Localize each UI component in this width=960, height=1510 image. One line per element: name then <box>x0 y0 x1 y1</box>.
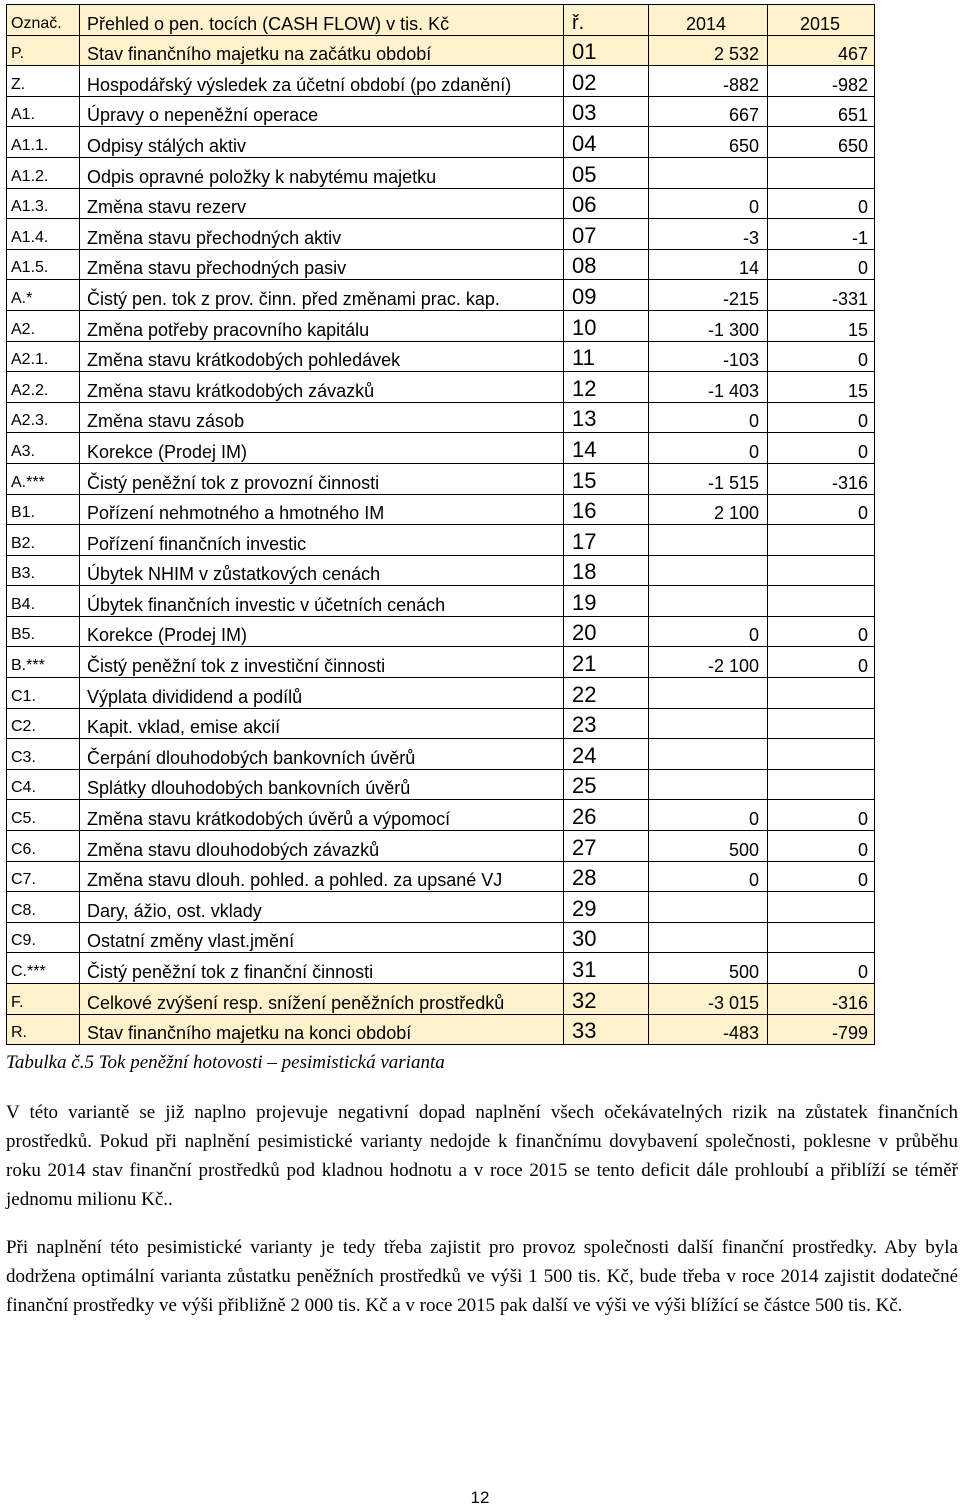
cell-oznac: A2.2. <box>7 372 80 403</box>
cell-nazev: Čistý peněžní tok z finanční činnosti <box>80 953 564 984</box>
table-row <box>7 249 875 280</box>
cell-value-2014: 500 <box>649 953 768 984</box>
table-row <box>7 66 875 97</box>
cell-value-2015 <box>768 922 875 953</box>
paragraph-2: Při naplnění této pesimistické varianty je tedy třeba zajistit pro provoz společnosti další finanční prostředky. Aby byla dodržena optimální varianta zůstatku peněžních prostředků ve výši 1 500 tis. Kč, bude třeba v roce 2014 zajistit dodatečné finanční prostředky ve výši přibližně 2 000 tis. Kč a v roce 2015 pak další ve výši ve výši blížící se částce 500 tis. Kč. <box>6 1237 958 1316</box>
cell-value-2014: 0 <box>649 861 768 892</box>
header-radek: ř. <box>564 5 649 36</box>
cell-radek: 18 <box>564 555 649 586</box>
cell-oznac: A1.3. <box>7 188 80 219</box>
table-row <box>7 188 875 219</box>
cell-value-2014: -103 <box>649 341 768 372</box>
cell-value-2015: 0 <box>768 494 875 525</box>
table-row <box>7 678 875 709</box>
cell-value-2014: 2 100 <box>649 494 768 525</box>
page-number: 12 <box>470 1488 490 1507</box>
cell-radek: 14 <box>564 433 649 464</box>
cell-value-2014 <box>649 922 768 953</box>
cell-oznac: B4. <box>7 586 80 617</box>
cell-oznac: C3. <box>7 739 80 770</box>
cell-value-2015: 15 <box>768 372 875 403</box>
table-row <box>7 494 875 525</box>
cell-value-2015: -1 <box>768 219 875 250</box>
cell-value-2014 <box>649 586 768 617</box>
cell-value-2015: -316 <box>768 463 875 494</box>
cell-oznac: Z. <box>7 66 80 97</box>
table-row <box>7 433 875 464</box>
cell-radek: 15 <box>564 463 649 494</box>
cell-nazev: Korekce (Prodej IM) <box>80 616 564 647</box>
cell-value-2015: 0 <box>768 249 875 280</box>
table-header-row <box>7 5 875 36</box>
cell-oznac: C9. <box>7 922 80 953</box>
cell-radek: 17 <box>564 525 649 556</box>
cell-value-2015 <box>768 525 875 556</box>
cell-nazev: Čistý peněžní tok z investiční činnosti <box>80 647 564 678</box>
cell-radek: 26 <box>564 800 649 831</box>
cell-oznac: A.*** <box>7 463 80 494</box>
cell-radek: 02 <box>564 66 649 97</box>
cell-radek: 03 <box>564 96 649 127</box>
cell-nazev: Úbytek finančních investic v účetních cenách <box>80 586 564 617</box>
cell-nazev: Splátky dlouhodobých bankovních úvěrů <box>80 769 564 800</box>
cash-flow-table-body <box>7 5 875 1045</box>
cell-radek: 01 <box>564 35 649 66</box>
cell-value-2015: -799 <box>768 1014 875 1045</box>
cell-value-2014 <box>649 157 768 188</box>
cell-value-2015 <box>768 708 875 739</box>
cell-radek: 20 <box>564 616 649 647</box>
cell-radek: 06 <box>564 188 649 219</box>
cell-nazev: Pořízení finančních investic <box>80 525 564 556</box>
cell-radek: 07 <box>564 219 649 250</box>
cell-nazev: Změna stavu přechodných aktiv <box>80 219 564 250</box>
cell-nazev: Změna stavu rezerv <box>80 188 564 219</box>
cell-radek: 19 <box>564 586 649 617</box>
cell-value-2014: -483 <box>649 1014 768 1045</box>
table-row <box>7 647 875 678</box>
cell-nazev: Hospodářský výsledek za účetní období (po zdanění) <box>80 66 564 97</box>
cell-radek: 30 <box>564 922 649 953</box>
cell-nazev: Změna stavu dlouhodobých závazků <box>80 831 564 862</box>
cell-value-2015: -331 <box>768 280 875 311</box>
cell-oznac: C8. <box>7 892 80 923</box>
table-row <box>7 463 875 494</box>
cell-oznac: A1. <box>7 96 80 127</box>
cell-nazev: Odpis opravné položky k nabytému majetku <box>80 157 564 188</box>
table-row <box>7 616 875 647</box>
cell-nazev: Změna stavu krátkodobých úvěrů a výpomocí <box>80 800 564 831</box>
cell-value-2014: 0 <box>649 188 768 219</box>
cell-oznac: C5. <box>7 800 80 831</box>
table-row <box>7 35 875 66</box>
table-row <box>7 586 875 617</box>
cell-oznac: P. <box>7 35 80 66</box>
cell-value-2015 <box>768 892 875 923</box>
cell-value-2014: -1 403 <box>649 372 768 403</box>
table-row <box>7 1014 875 1045</box>
table-row <box>7 708 875 739</box>
cell-oznac: A1.4. <box>7 219 80 250</box>
cell-oznac: A1.1. <box>7 127 80 158</box>
cell-nazev: Úpravy o nepeněžní operace <box>80 96 564 127</box>
table-row <box>7 372 875 403</box>
cell-nazev: Korekce (Prodej IM) <box>80 433 564 464</box>
cell-value-2014: 2 532 <box>649 35 768 66</box>
cell-value-2015: 0 <box>768 647 875 678</box>
table-row <box>7 96 875 127</box>
header-year-2015: 2015 <box>768 5 875 36</box>
cell-nazev: Úbytek NHIM v zůstatkových cenách <box>80 555 564 586</box>
cell-value-2014 <box>649 892 768 923</box>
table-row <box>7 525 875 556</box>
cell-radek: 22 <box>564 678 649 709</box>
table-row <box>7 739 875 770</box>
cell-nazev: Změna stavu krátkodobých závazků <box>80 372 564 403</box>
table-row <box>7 402 875 433</box>
cell-oznac: A2.3. <box>7 402 80 433</box>
cell-value-2014: 667 <box>649 96 768 127</box>
table-row <box>7 892 875 923</box>
cell-radek: 32 <box>564 984 649 1015</box>
cell-value-2015 <box>768 586 875 617</box>
cell-radek: 21 <box>564 647 649 678</box>
cell-radek: 13 <box>564 402 649 433</box>
table-row <box>7 831 875 862</box>
cell-value-2014 <box>649 708 768 739</box>
cell-value-2014 <box>649 769 768 800</box>
cell-nazev: Výplata divididend a podílů <box>80 678 564 709</box>
cell-value-2015 <box>768 157 875 188</box>
cell-oznac: A.* <box>7 280 80 311</box>
cell-nazev: Změna stavu dlouh. pohled. a pohled. za upsané VJ <box>80 861 564 892</box>
cell-nazev: Kapit. vklad, emise akcií <box>80 708 564 739</box>
table-row <box>7 861 875 892</box>
table-row <box>7 953 875 984</box>
cell-radek: 33 <box>564 1014 649 1045</box>
cell-value-2015: 0 <box>768 831 875 862</box>
cell-oznac: C6. <box>7 831 80 862</box>
table-row <box>7 922 875 953</box>
header-nazev: Přehled o pen. tocích (CASH FLOW) v tis. Kč <box>80 5 564 36</box>
cell-nazev: Pořízení nehmotného a hmotného IM <box>80 494 564 525</box>
cell-oznac: C1. <box>7 678 80 709</box>
cell-nazev: Změna stavu přechodných pasiv <box>80 249 564 280</box>
cell-value-2015: 651 <box>768 96 875 127</box>
cell-value-2015: -982 <box>768 66 875 97</box>
cell-value-2015 <box>768 555 875 586</box>
cell-radek: 08 <box>564 249 649 280</box>
cell-radek: 27 <box>564 831 649 862</box>
cell-value-2014 <box>649 555 768 586</box>
cell-value-2014 <box>649 739 768 770</box>
cell-value-2015 <box>768 769 875 800</box>
cell-value-2015: 0 <box>768 616 875 647</box>
cell-value-2014: -3 015 <box>649 984 768 1015</box>
cell-nazev: Změna potřeby pracovního kapitálu <box>80 310 564 341</box>
cell-value-2015: 0 <box>768 800 875 831</box>
cell-value-2014: 14 <box>649 249 768 280</box>
cell-value-2014: 500 <box>649 831 768 862</box>
table-caption: Tabulka č.5 Tok peněžní hotovosti – pesimistická varianta <box>6 1052 445 1073</box>
cell-value-2015: 15 <box>768 310 875 341</box>
table-row <box>7 310 875 341</box>
cell-radek: 10 <box>564 310 649 341</box>
cell-value-2014: -1 515 <box>649 463 768 494</box>
cell-nazev: Čistý peněžní tok z provozní činnosti <box>80 463 564 494</box>
cell-value-2014: 0 <box>649 433 768 464</box>
cell-value-2015: 0 <box>768 861 875 892</box>
cash-flow-table <box>6 4 875 1045</box>
cell-oznac: A2.1. <box>7 341 80 372</box>
table-row <box>7 555 875 586</box>
cell-radek: 24 <box>564 739 649 770</box>
cell-value-2015: 0 <box>768 953 875 984</box>
cell-value-2015: 0 <box>768 402 875 433</box>
cell-oznac: B5. <box>7 616 80 647</box>
cell-radek: 12 <box>564 372 649 403</box>
table-row <box>7 127 875 158</box>
table-row <box>7 157 875 188</box>
cell-nazev: Čistý pen. tok z prov. činn. před změnami prac. kap. <box>80 280 564 311</box>
cell-radek: 23 <box>564 708 649 739</box>
cell-value-2014: -3 <box>649 219 768 250</box>
cell-value-2015 <box>768 739 875 770</box>
cell-oznac: B.*** <box>7 647 80 678</box>
paragraph-1: V této variantě se již naplno projevuje negativní dopad naplnění všech očekávatelných rizik na zůstatek finančních prostředků. Pokud při naplnění pesimistické varianty nedojde k finančnímu dovybavení společnosti, poklesne v průběhu roku 2014 stav finanční prostředků pod kladnou hodnotu a v roce 2015 se tento deficit dále prohloubí a přiblíží se téměř jednomu milionu Kč.. <box>6 1102 958 1210</box>
cell-value-2015: -316 <box>768 984 875 1015</box>
table-row <box>7 280 875 311</box>
table-row <box>7 341 875 372</box>
table-row <box>7 219 875 250</box>
cell-nazev: Změna stavu krátkodobých pohledávek <box>80 341 564 372</box>
cell-value-2015: 0 <box>768 188 875 219</box>
table-row <box>7 769 875 800</box>
cell-nazev: Změna stavu zásob <box>80 402 564 433</box>
cell-radek: 28 <box>564 861 649 892</box>
cell-value-2014 <box>649 678 768 709</box>
cell-nazev: Celkové zvýšení resp. snížení peněžních prostředků <box>80 984 564 1015</box>
cell-oznac: R. <box>7 1014 80 1045</box>
cell-value-2014: 0 <box>649 800 768 831</box>
header-oznac: Označ. <box>7 5 80 36</box>
cell-radek: 05 <box>564 157 649 188</box>
cell-oznac: C.*** <box>7 953 80 984</box>
cell-oznac: C7. <box>7 861 80 892</box>
cell-radek: 16 <box>564 494 649 525</box>
cell-oznac: A3. <box>7 433 80 464</box>
cell-value-2014: -1 300 <box>649 310 768 341</box>
cell-value-2014: -882 <box>649 66 768 97</box>
cell-value-2014: 0 <box>649 402 768 433</box>
cell-oznac: B3. <box>7 555 80 586</box>
cell-nazev: Ostatní změny vlast.jmění <box>80 922 564 953</box>
cell-radek: 29 <box>564 892 649 923</box>
cell-radek: 25 <box>564 769 649 800</box>
cell-oznac: F. <box>7 984 80 1015</box>
cell-value-2015: 0 <box>768 341 875 372</box>
cell-nazev: Stav finančního majetku na začátku období <box>80 35 564 66</box>
cell-oznac: B1. <box>7 494 80 525</box>
cell-oznac: C2. <box>7 708 80 739</box>
table-row <box>7 800 875 831</box>
cell-radek: 09 <box>564 280 649 311</box>
cell-value-2015: 0 <box>768 433 875 464</box>
cell-oznac: B2. <box>7 525 80 556</box>
cell-value-2014: -2 100 <box>649 647 768 678</box>
cell-nazev: Čerpání dlouhodobých bankovních úvěrů <box>80 739 564 770</box>
cell-radek: 04 <box>564 127 649 158</box>
cell-oznac: A1.2. <box>7 157 80 188</box>
cell-value-2015: 650 <box>768 127 875 158</box>
cell-nazev: Dary, ážio, ost. vklady <box>80 892 564 923</box>
cell-oznac: A1.5. <box>7 249 80 280</box>
cell-radek: 31 <box>564 953 649 984</box>
header-year-2014: 2014 <box>649 5 768 36</box>
table-row <box>7 984 875 1015</box>
cell-nazev: Stav finančního majetku na konci období <box>80 1014 564 1045</box>
cell-value-2014: 0 <box>649 616 768 647</box>
cell-value-2014: -215 <box>649 280 768 311</box>
cell-value-2015: 467 <box>768 35 875 66</box>
cell-value-2015 <box>768 678 875 709</box>
cell-radek: 11 <box>564 341 649 372</box>
cell-value-2014 <box>649 525 768 556</box>
cell-nazev: Odpisy stálých aktiv <box>80 127 564 158</box>
cell-oznac: A2. <box>7 310 80 341</box>
cell-oznac: C4. <box>7 769 80 800</box>
cell-value-2014: 650 <box>649 127 768 158</box>
